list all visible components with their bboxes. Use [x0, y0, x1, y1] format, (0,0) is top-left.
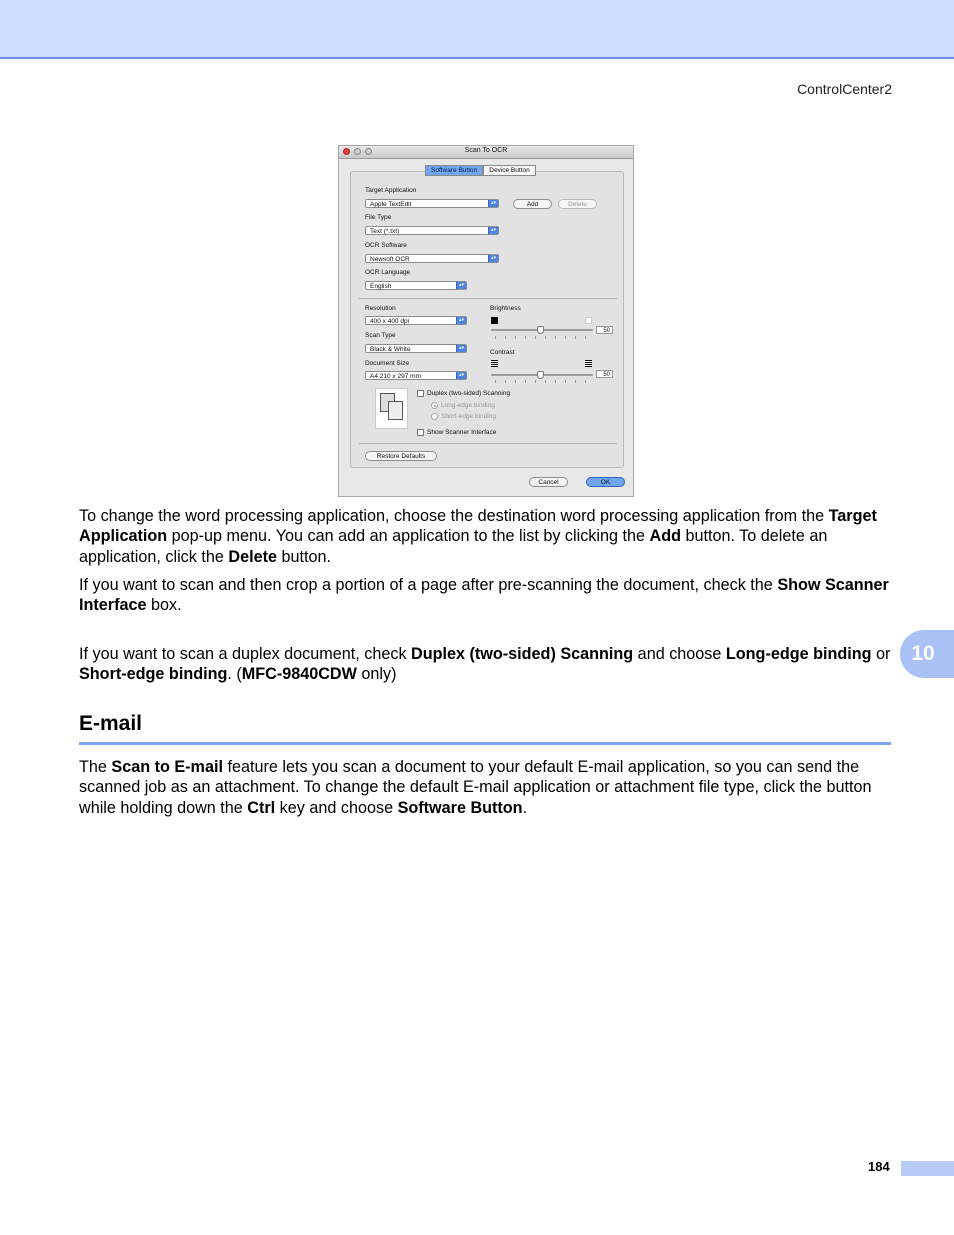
running-title: ControlCenter2	[797, 81, 892, 97]
contrast-ticks	[495, 380, 591, 383]
popup-arrows-icon: ▴▾	[488, 227, 498, 234]
show-scanner-checkbox[interactable]	[417, 429, 424, 436]
ocr-language-label: OCR Language	[365, 269, 411, 276]
popup-arrows-icon: ▴▾	[456, 345, 466, 352]
paragraph-show-scanner: If you want to scan and then crop a portion of a page after pre-scanning the document, check the Show Scanner Interface box.	[79, 576, 889, 615]
ocr-language-popup[interactable]	[365, 281, 467, 290]
resolution-value: 400 x 400 dpi	[370, 318, 410, 325]
brightness-slider-handle[interactable]	[537, 326, 544, 334]
document-size-popup[interactable]	[365, 371, 467, 380]
cancel-button[interactable]: Cancel	[529, 477, 568, 487]
file-type-label: File Type	[365, 214, 392, 221]
long-edge-radio[interactable]	[431, 402, 438, 409]
short-edge-radio[interactable]	[431, 413, 438, 420]
dark-square-icon	[491, 317, 498, 324]
chapter-tab: 10	[900, 630, 954, 678]
brightness-value[interactable]: 50	[596, 326, 613, 334]
show-scanner-label: Show Scanner Interface	[427, 429, 497, 436]
ok-button[interactable]: OK	[586, 477, 625, 487]
ocr-software-popup[interactable]	[365, 254, 499, 263]
paragraph-scan-to-email: The Scan to E-mail feature lets you scan a document to your default E-mail application, so you can send the scanned job as an attachment. To change the default E-mail application or attachment file type, click the button while holding down the Ctrl key and choose Software Button.	[79, 758, 872, 817]
contrast-value[interactable]: 50	[596, 370, 613, 378]
target-application-label: Target Application	[365, 187, 417, 194]
long-edge-label: Long-edge binding	[441, 402, 495, 409]
add-button[interactable]: Add	[513, 199, 552, 209]
dialog-titlebar	[339, 146, 633, 159]
brightness-label: Brightness	[490, 305, 521, 312]
popup-arrows-icon: ▴▾	[456, 282, 466, 289]
file-type-popup[interactable]	[365, 226, 499, 235]
ocr-software-value: Newsoft OCR	[370, 256, 410, 263]
target-application-popup[interactable]	[365, 199, 499, 208]
target-application-value: Apple TextEdit	[370, 201, 412, 208]
page-number-bar	[901, 1161, 954, 1176]
divider	[359, 298, 617, 299]
short-edge-label: Short-edge binding	[441, 413, 496, 420]
popup-arrows-icon: ▴▾	[456, 372, 466, 379]
resolution-popup[interactable]	[365, 316, 467, 325]
contrast-label: Contrast	[490, 349, 515, 356]
scan-to-ocr-dialog	[338, 145, 634, 497]
document-size-value: A4 210 x 297 mm	[370, 373, 421, 380]
paragraph-duplex: If you want to scan a duplex document, check Duplex (two-sided) Scanning and choose Long-edge binding or Short-edge binding. (MFC-9840CDW only)	[79, 645, 891, 684]
document-size-label: Document Size	[365, 360, 410, 367]
file-type-value: Text (*.txt)	[370, 228, 400, 235]
dialog-tabs	[425, 165, 536, 176]
tab-device-button[interactable]: Device Button	[483, 165, 535, 176]
popup-arrows-icon: ▴▾	[488, 200, 498, 207]
brightness-ticks	[495, 336, 591, 339]
section-heading: E-mail	[79, 712, 143, 735]
ocr-language-value: English	[370, 283, 392, 290]
duplex-label: Duplex (two-sided) Scanning	[427, 390, 511, 397]
scan-type-value: Black & White	[370, 346, 411, 353]
heading-rule	[79, 742, 891, 745]
scan-type-label: Scan Type	[365, 332, 396, 339]
restore-defaults-button[interactable]: Restore Defaults	[365, 451, 437, 461]
scan-type-popup[interactable]	[365, 344, 467, 353]
divider	[359, 443, 617, 444]
popup-arrows-icon: ▴▾	[456, 317, 466, 324]
contrast-slider-handle[interactable]	[537, 371, 544, 379]
ocr-software-label: OCR Software	[365, 242, 407, 249]
delete-button[interactable]: Delete	[558, 199, 597, 209]
high-contrast-icon	[585, 360, 592, 367]
tab-software-button[interactable]: Software Button	[425, 165, 483, 176]
light-square-icon	[585, 317, 592, 324]
duplex-checkbox[interactable]	[417, 390, 424, 397]
dialog-title: Scan To OCR	[464, 147, 508, 154]
duplex-document-icon	[375, 388, 408, 429]
paragraph-target-application: To change the word processing application, choose the destination word processing application from the Target Application pop-up menu. You can add an application to the list by clicking the Add button. To delete an application, click the Delete button.	[79, 507, 877, 566]
header-band	[0, 0, 954, 59]
low-contrast-icon	[491, 360, 498, 367]
popup-arrows-icon: ▴▾	[488, 255, 498, 262]
resolution-label: Resolution	[365, 305, 396, 312]
page-number: 184	[868, 1159, 890, 1174]
